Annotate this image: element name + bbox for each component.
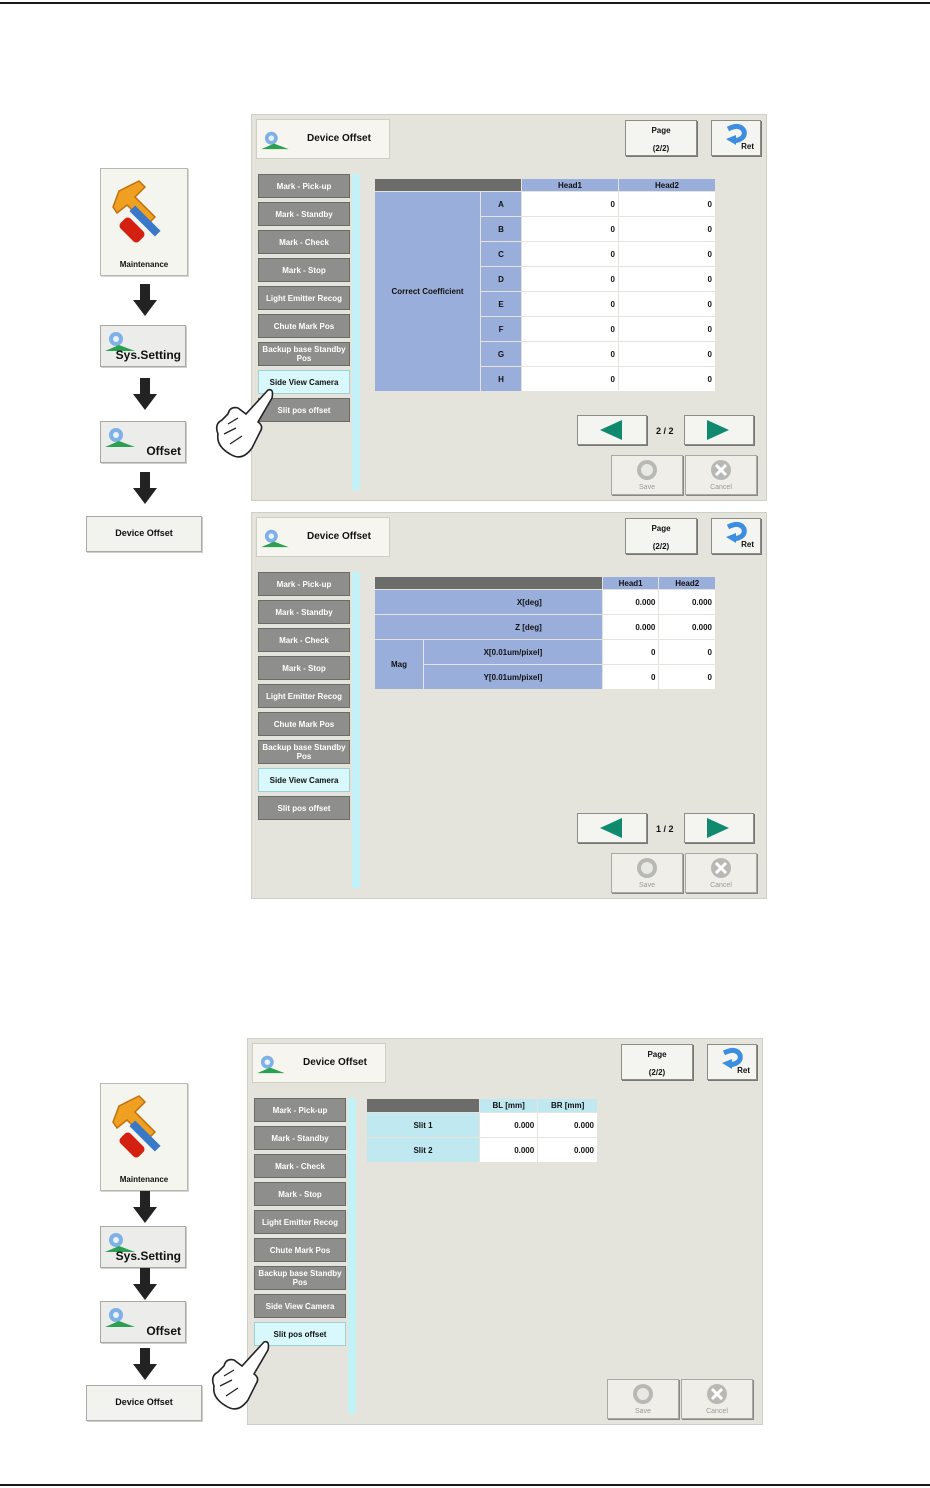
tab-mark-check[interactable]: Mark - Check <box>254 1154 346 1178</box>
cancel-label: Cancel <box>710 882 732 889</box>
cancel-label: Cancel <box>710 484 732 491</box>
triangle-right-icon <box>707 818 729 838</box>
cancel-button[interactable] <box>685 455 757 495</box>
offset-button[interactable] <box>100 421 186 463</box>
screen-title: Device Offset <box>307 133 371 144</box>
title-box <box>256 119 390 159</box>
value-cell[interactable]: 0 <box>602 665 659 690</box>
page-value: (2/2) <box>652 144 670 153</box>
sys-setting-label: Sys.Setting <box>115 1249 181 1263</box>
value-cell[interactable]: 0.000 <box>538 1113 598 1138</box>
page-indicator: 1 / 2 <box>656 824 674 834</box>
tab-mark-pick-up[interactable]: Mark - Pick-up <box>254 1098 346 1122</box>
maintenance-label: Maintenance <box>119 260 169 269</box>
row-label: D <box>481 267 522 292</box>
tab-mark-pick-up[interactable]: Mark - Pick-up <box>258 174 350 198</box>
gear-globe-icon <box>261 527 289 549</box>
column-header-head1: Head1 <box>522 179 619 192</box>
page-value: (2/2) <box>652 542 670 551</box>
save-label: Save <box>635 1408 651 1415</box>
tab-chute-mark-pos[interactable]: Chute Mark Pos <box>258 712 350 736</box>
cancel-button[interactable] <box>681 1379 753 1419</box>
next-page-button[interactable] <box>684 415 754 445</box>
value-cell[interactable]: 0 <box>619 217 716 242</box>
save-button[interactable] <box>607 1379 679 1419</box>
tab-mark-stop[interactable]: Mark - Stop <box>258 258 350 282</box>
value-cell[interactable]: 0 <box>619 292 716 317</box>
tab-light-emitter-recog[interactable]: Light Emitter Recog <box>254 1210 346 1234</box>
maintenance-button[interactable] <box>100 168 188 276</box>
side-view-camera-table <box>374 576 716 690</box>
tab-mark-check[interactable]: Mark - Check <box>258 628 350 652</box>
row-label: C <box>481 242 522 267</box>
value-cell[interactable]: 0 <box>522 317 619 342</box>
tab-slit-pos-offset[interactable]: Slit pos offset <box>254 1322 346 1346</box>
value-cell[interactable]: 0 <box>522 367 619 392</box>
prev-page-button[interactable] <box>577 415 647 445</box>
column-header-head1: Head1 <box>602 577 659 590</box>
value-cell[interactable]: 0 <box>619 342 716 367</box>
gear-globe-icon <box>261 129 289 151</box>
column-header-bl: BL [mm] <box>480 1099 538 1113</box>
wrench-screwdriver-icon <box>111 173 177 251</box>
tab-mark-stop[interactable]: Mark - Stop <box>258 656 350 680</box>
tab-backup-base-standby-pos[interactable]: Backup base Standby Pos <box>254 1266 346 1290</box>
arrow-down-icon <box>133 1268 157 1302</box>
page-label: Page <box>647 1050 667 1059</box>
table-corner <box>367 1099 480 1113</box>
row-label: F <box>481 317 522 342</box>
page-label: Page <box>651 126 671 135</box>
device-offset-screen-3 <box>247 1038 763 1425</box>
tab-mark-check[interactable]: Mark - Check <box>258 230 350 254</box>
tab-slit-pos-offset[interactable]: Slit pos offset <box>258 796 350 820</box>
value-cell[interactable]: 0 <box>619 192 716 217</box>
mag-label: Mag <box>375 640 424 690</box>
save-clock-icon <box>636 857 658 879</box>
top-rule <box>0 2 930 4</box>
offset-label: Offset <box>146 1324 181 1338</box>
value-cell[interactable]: 0.000 <box>659 590 716 615</box>
value-cell[interactable]: 0 <box>522 342 619 367</box>
device-offset-screen-2 <box>251 512 767 899</box>
row-label: A <box>481 192 522 217</box>
scrollbar[interactable] <box>352 174 360 490</box>
page-button[interactable] <box>625 120 697 156</box>
tab-chute-mark-pos[interactable]: Chute Mark Pos <box>258 314 350 338</box>
save-button[interactable] <box>611 853 683 893</box>
save-label: Save <box>639 882 655 889</box>
device-offset-label: Device Offset <box>115 1397 173 1407</box>
offset-label: Offset <box>146 444 181 458</box>
table-corner <box>375 179 522 192</box>
bottom-rule <box>0 1484 930 1486</box>
column-header-br: BR [mm] <box>538 1099 598 1113</box>
triangle-left-icon <box>600 420 622 440</box>
value-cell[interactable]: 0 <box>522 242 619 267</box>
value-cell[interactable]: 0 <box>522 217 619 242</box>
value-cell[interactable]: 0 <box>659 665 716 690</box>
page-button[interactable] <box>625 518 697 554</box>
page-value: (2/2) <box>648 1068 666 1077</box>
row-label: Y[0.01um/pixel] <box>424 665 603 690</box>
ret-label: Ret <box>741 142 754 151</box>
tab-mark-standby[interactable]: Mark - Standby <box>258 202 350 226</box>
ret-button[interactable] <box>707 1044 757 1080</box>
row-label: B <box>481 217 522 242</box>
cancel-button[interactable] <box>685 853 757 893</box>
scrollbar[interactable] <box>352 572 360 888</box>
row-label: Slit 2 <box>367 1138 480 1163</box>
device-offset-label: Device Offset <box>115 528 173 538</box>
device-offset-button[interactable] <box>86 516 202 552</box>
cancel-label: Cancel <box>706 1408 728 1415</box>
tab-list <box>254 1098 346 1350</box>
tab-side-view-camera[interactable]: Side View Camera <box>254 1294 346 1318</box>
group-label-correct-coefficient: Correct Coefficient <box>375 192 481 392</box>
value-cell[interactable]: 0 <box>602 640 659 665</box>
gear-globe-icon <box>105 425 135 449</box>
cancel-x-icon <box>710 857 732 879</box>
tab-chute-mark-pos[interactable]: Chute Mark Pos <box>254 1238 346 1262</box>
prev-page-button[interactable] <box>577 813 647 843</box>
save-button[interactable] <box>611 455 683 495</box>
wrench-screwdriver-icon <box>111 1088 177 1166</box>
ret-button[interactable] <box>711 518 761 554</box>
device-offset-screen-1 <box>251 114 767 501</box>
arrow-down-icon <box>133 284 157 318</box>
value-cell[interactable]: 0 <box>659 640 716 665</box>
value-cell[interactable]: 0.000 <box>480 1113 538 1138</box>
arrow-down-icon <box>133 1348 157 1382</box>
value-cell[interactable]: 0.000 <box>538 1138 598 1163</box>
column-header-head2: Head2 <box>659 577 716 590</box>
tab-slit-pos-offset[interactable]: Slit pos offset <box>258 398 350 422</box>
value-cell[interactable]: 0 <box>619 317 716 342</box>
correct-coefficient-table <box>374 178 716 392</box>
value-cell[interactable]: 0.000 <box>602 615 659 640</box>
page-button[interactable] <box>621 1044 693 1080</box>
next-page-button[interactable] <box>684 813 754 843</box>
row-label: X[deg] <box>375 590 603 615</box>
triangle-right-icon <box>707 420 729 440</box>
title-box <box>256 517 390 557</box>
page-indicator: 2 / 2 <box>656 426 674 436</box>
tab-light-emitter-recog[interactable]: Light Emitter Recog <box>258 684 350 708</box>
pointing-hand-icon <box>204 1336 272 1416</box>
value-cell[interactable]: 0 <box>522 192 619 217</box>
save-clock-icon <box>636 459 658 481</box>
value-cell[interactable]: 0 <box>522 292 619 317</box>
device-offset-button[interactable] <box>86 1385 202 1421</box>
cancel-x-icon <box>706 1383 728 1405</box>
gear-globe-icon <box>257 1053 285 1075</box>
value-cell[interactable]: 0.000 <box>659 615 716 640</box>
sys-setting-label: Sys.Setting <box>115 348 181 362</box>
value-cell[interactable]: 0 <box>619 267 716 292</box>
arrow-down-icon <box>133 1191 157 1225</box>
tab-backup-base-standby-pos[interactable]: Backup base Standby Pos <box>258 740 350 764</box>
row-label: G <box>481 342 522 367</box>
tab-mark-pick-up[interactable]: Mark - Pick-up <box>258 572 350 596</box>
ret-label: Ret <box>741 540 754 549</box>
value-cell[interactable]: 0 <box>619 242 716 267</box>
page-label: Page <box>651 524 671 533</box>
maintenance-label: Maintenance <box>119 1175 169 1184</box>
column-header-head2: Head2 <box>619 179 716 192</box>
row-label: H <box>481 367 522 392</box>
sys-setting-button[interactable] <box>100 1226 186 1268</box>
ret-label: Ret <box>737 1066 750 1075</box>
cancel-x-icon <box>710 459 732 481</box>
maintenance-button[interactable] <box>100 1083 188 1191</box>
tab-mark-stop[interactable]: Mark - Stop <box>254 1182 346 1206</box>
table-corner <box>375 577 603 590</box>
row-label: E <box>481 292 522 317</box>
sys-setting-button[interactable] <box>100 325 186 367</box>
row-label: X[0.01um/pixel] <box>424 640 603 665</box>
tab-light-emitter-recog[interactable]: Light Emitter Recog <box>258 286 350 310</box>
title-box <box>252 1043 386 1083</box>
offset-button[interactable] <box>100 1301 186 1343</box>
ret-button[interactable] <box>711 120 761 156</box>
tab-mark-standby[interactable]: Mark - Standby <box>258 600 350 624</box>
gear-globe-icon <box>105 1305 135 1329</box>
pointing-hand-icon <box>208 384 276 464</box>
value-cell[interactable]: 0.000 <box>480 1138 538 1163</box>
save-clock-icon <box>632 1383 654 1405</box>
scrollbar[interactable] <box>348 1098 356 1414</box>
save-label: Save <box>639 484 655 491</box>
tab-side-view-camera[interactable]: Side View Camera <box>258 370 350 394</box>
screen-title: Device Offset <box>307 531 371 542</box>
tab-backup-base-standby-pos[interactable]: Backup base Standby Pos <box>258 342 350 366</box>
tab-list <box>258 572 350 824</box>
triangle-left-icon <box>600 818 622 838</box>
value-cell[interactable]: 0.000 <box>602 590 659 615</box>
tab-side-view-camera[interactable]: Side View Camera <box>258 768 350 792</box>
arrow-down-icon <box>133 472 157 506</box>
arrow-down-icon <box>133 378 157 412</box>
row-label: Slit 1 <box>367 1113 480 1138</box>
slit-pos-offset-table <box>366 1098 598 1163</box>
value-cell[interactable]: 0 <box>619 367 716 392</box>
screen-title: Device Offset <box>303 1057 367 1068</box>
row-label: Z [deg] <box>375 615 603 640</box>
value-cell[interactable]: 0 <box>522 267 619 292</box>
tab-mark-standby[interactable]: Mark - Standby <box>254 1126 346 1150</box>
